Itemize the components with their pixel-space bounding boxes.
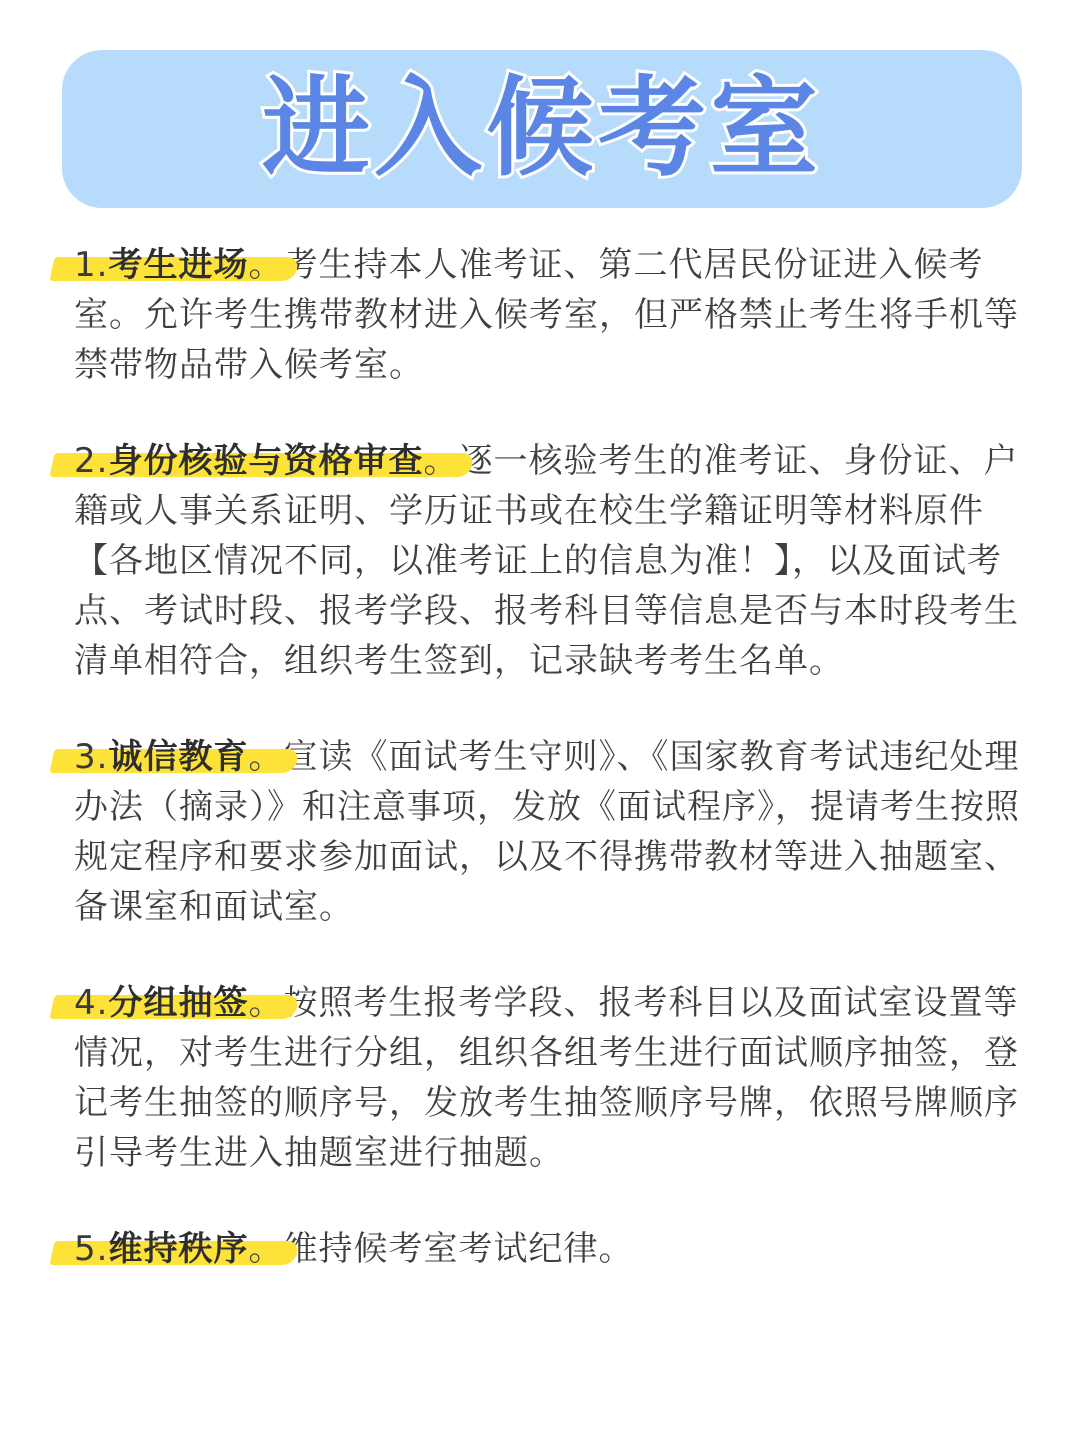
item-separator: 。 [423, 441, 459, 481]
item-number: 4. [74, 983, 109, 1023]
item-number: 1. [74, 245, 109, 285]
item-title: 维持秩序 [108, 1229, 249, 1269]
item-separator: 。 [248, 737, 284, 777]
item-separator: 。 [248, 1229, 284, 1269]
item-separator: 。 [248, 983, 284, 1023]
item-number: 2. [74, 441, 109, 481]
item-highlight [74, 983, 283, 1023]
item-title: 身份核验与资格审查 [108, 441, 424, 481]
item-highlight [74, 245, 283, 285]
list-item [74, 1224, 1024, 1274]
item-title: 分组抽签 [108, 983, 249, 1023]
item-title: 诚信教育 [108, 737, 249, 777]
list-item [74, 978, 1024, 1178]
item-number: 3. [74, 737, 109, 777]
item-title: 考生进场 [108, 245, 249, 285]
item-highlight [74, 441, 458, 481]
item-separator: 。 [248, 245, 284, 285]
item-body: 按照考生报考学段、报考科目以及面试室设置等情况，对考生进行分组，组织各组考生进行面试顺序抽签，登记考生抽签的顺序号，发放考生抽签顺序号牌，依照号牌顺序引导考生进入抽题室进行抽题。 [74, 983, 1019, 1173]
item-body: 宣读《面试考生守则》、《国家教育考试违纪处理办法（摘录）》和注意事项，发放《面试程序》，提请考生按照规定程序和要求参加面试，以及不得携带教材等进入抽题室、备课室和面试室。 [74, 737, 1020, 927]
item-highlight [74, 737, 283, 777]
title-banner [62, 50, 1022, 208]
list-item [74, 240, 1024, 390]
item-list [74, 240, 1024, 1320]
item-highlight [74, 1229, 283, 1269]
item-body: 逐一核验考生的准考证、身份证、户籍或人事关系证明、学历证书或在校生学籍证明等材料原件【各地区情况不同，以准考证上的信息为准！】，以及面试考点、考试时段、报考学段、报考科目等信息是否与本时段考生清单相符合，组织考生签到，记录缺考考生名单。 [74, 441, 1019, 681]
page-title: 进入候考室 [261, 66, 822, 191]
item-number: 5. [74, 1229, 109, 1269]
item-body: 维持候考室考试纪律。 [283, 1229, 634, 1269]
list-item [74, 732, 1024, 932]
item-body: 考生持本人准考证、第二代居民份证进入候考室。允许考生携带教材进入候考室，但严格禁止考生将手机等禁带物品带入候考室。 [74, 245, 1019, 385]
list-item [74, 436, 1024, 686]
